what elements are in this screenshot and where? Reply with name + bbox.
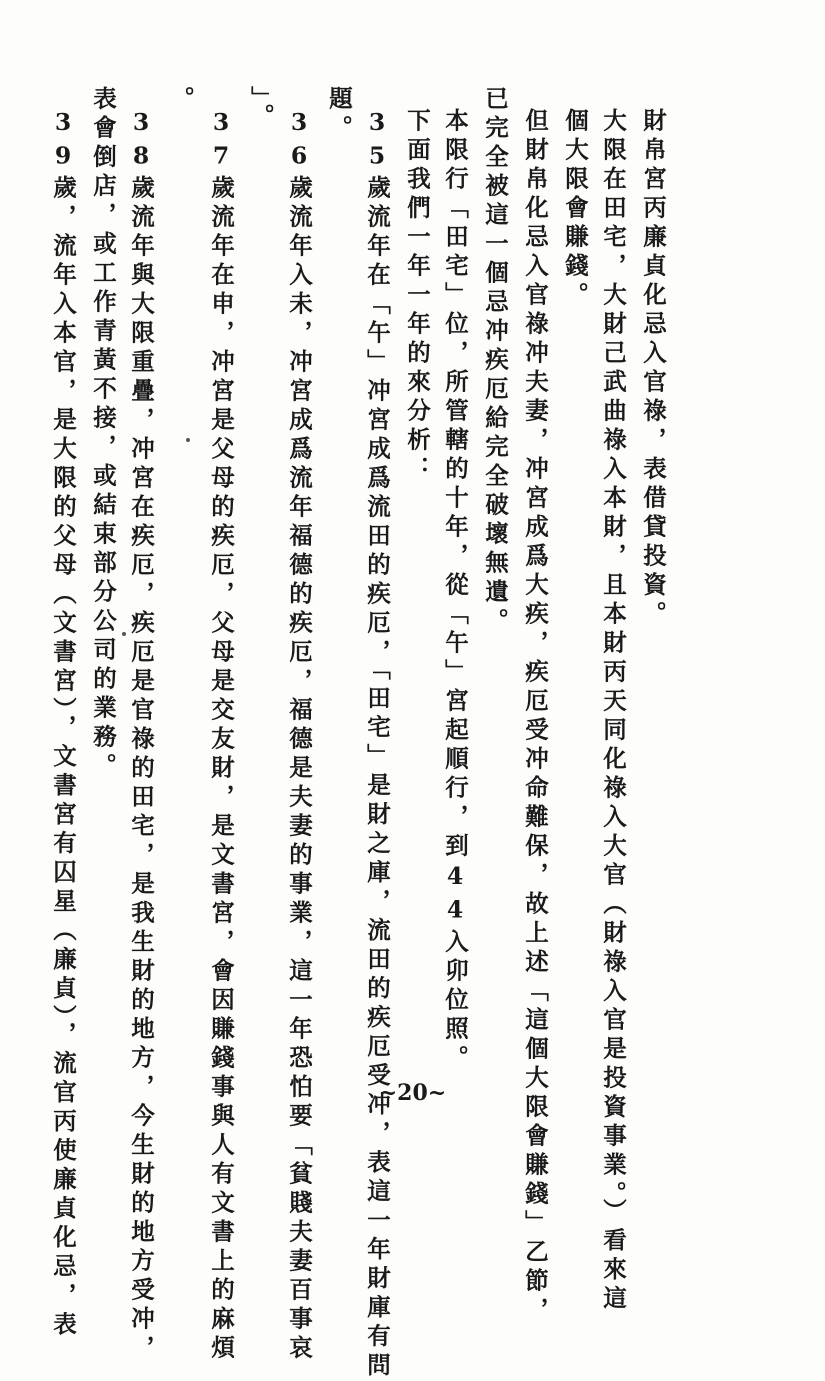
text-column-11: 」。 bbox=[247, 86, 275, 133]
text-column-2: 大限在田宅，大財己武曲祿入本財，且本財丙天同化祿入大官（財祿入官是投資事業。）看來這 bbox=[599, 108, 627, 1315]
scan-speck bbox=[122, 632, 126, 636]
text-column-5: 已完全被這一個忌冲疾厄給完全破壞無遺。 bbox=[481, 86, 509, 637]
text-column-12: 37歲流年在申，冲宮是父母的疾厄，父母是交友財，是文書宮，會因賺錢事與人有文書上的麻煩 bbox=[207, 108, 235, 1364]
text-column-8: 35歲流年在「午」冲宮成爲流田的疾厄，「田宅」是財之庫，流田的疾厄受冲，表這一年財庫有問 bbox=[363, 108, 391, 1381]
text-column-10: 36歲流年入未，冲宮成爲流年福德的疾厄，福德是夫妻的事業，這一年恐怕要「貧賤夫妻百事哀 bbox=[285, 108, 313, 1364]
text-column-1: 財帛宮丙廉貞化忌入官祿，表借貸投資。 bbox=[639, 108, 667, 630]
text-column-16: 39歲，流年入本官，是大限的父母（文書宮），文書宮有囚星（廉貞），流官丙使廉貞化忌，表 bbox=[49, 108, 77, 1341]
text-column-9: 題。 bbox=[325, 86, 353, 144]
text-column-4: 但財帛化忌入官祿冲夫妻，冲宮成爲大疾，疾厄受冲命難保，故上述「這個大限會賺錢」乙節， bbox=[521, 108, 549, 1326]
text-column-7: 下面我們一年一年的來分析： bbox=[403, 108, 431, 485]
scan-speck bbox=[186, 438, 190, 442]
page-number: ~20~ bbox=[378, 1080, 447, 1106]
text-column-6: 本限行「田宅」位，所管轄的十年，從「午」宮起順行，到44入卯位照。 bbox=[441, 108, 469, 1074]
text-column-3: 個大限會賺錢。 bbox=[561, 108, 589, 311]
text-column-15: 表會倒店，或工作青黃不接，或結束部分公司的業務。 bbox=[89, 86, 117, 782]
text-column-13: 。 bbox=[167, 86, 195, 115]
text-column-14: 38歲流年與大限重疊，冲宮在疾厄，疾厄是官祿的田宅，是我生財的地方，今生財的地方受冲， bbox=[127, 108, 155, 1364]
